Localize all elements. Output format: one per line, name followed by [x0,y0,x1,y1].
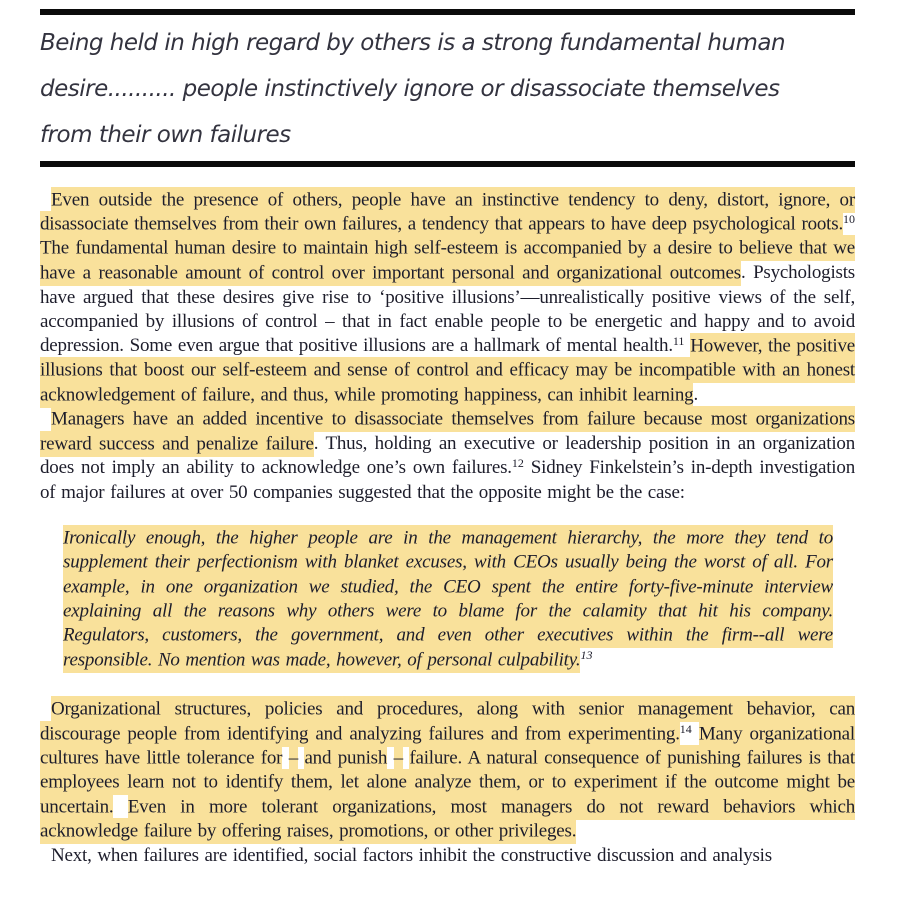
highlighted-text: Even in more tolerant organizations, most managers do not reward behaviors which acknowledge failure by offering raises, promotions, or other privileges. [40,794,855,844]
footnote-reference: 13 [580,648,593,663]
highlighted-text: – [289,745,298,771]
footnote-reference: 11 [672,334,685,349]
block-quote [63,526,833,672]
text-segment: Next, when failures are identified, social factors inhibit the constructive discussion and analysis [51,845,772,867]
paragraph-4 [40,844,855,868]
pull-quote-line: desire.......... people instinctively ignore or disassociate themselves [40,76,780,102]
horizontal-rule-bottom [40,161,855,167]
pull-quote-line: Being held in high regard by others is a strong fundamental human [40,30,786,56]
text-segment: Sidney Finkelstein’s in-depth investigation of major failures at over 50 companies suggested that the opposite might be the case: [40,457,855,503]
text-segment: . [693,384,698,406]
paragraph-1 [40,188,855,408]
highlighted-text: and punish [304,745,387,771]
pull-quote-box [40,9,855,167]
pull-quote [40,15,855,161]
highlighted-text: However, the positive illusions that boost our self-esteem and sense of control and efficacy may be incompatible with an honest acknowledgement of failure, and thus, while promoting happiness, can inhibit learning [40,333,855,408]
highlighted-text: Even outside the presence of others, people have an instinctive tendency to deny, distort, ignore, or disassociate themselves from their own failures, a tendency that appears to have deep psychological roots. [40,187,855,237]
text-segment: . Psychologists have argued that these desires give rise to ‘positive illusions’—unrealistically positive views of the self, accompanied by illusions of control – that in fact enable people to be energetic and happy and to avoid depression. Some even argue that positive illusions are a hallmark of mental health. [40,262,855,357]
body-text [40,188,855,869]
text-segment [113,796,127,817]
paragraph-3 [40,698,855,844]
block-quote-text [63,526,833,672]
highlighted-text: The fundamental human desire to maintain high self-esteem is accompanied by a desire to believe that we have a reasonable amount of control over important personal and organizational outcomes [40,235,855,285]
highlighted-text: – [394,745,403,771]
highlighted-text: Managers have an added incentive to disassociate themselves from failure because most organizations reward success and penalize failure [40,406,855,456]
footnote-reference: 10 [843,212,855,227]
highlighted-text: Ironically enough, the higher people are in the management hierarchy, the more they tend to supplement their perfectionism with blanket excuses, with CEOs usually being the worst of all. For example, in one organization we studied, the CEO spent the entire forty-five-minute interview explaining all the reasons why others were to blame for the calamity that hit his company. Regulators, customers, the government, and even other executives within the firm--all were responsible. No mention was made, however, of personal culpability. [63,525,833,673]
pull-quote-line: from their own failures [40,122,291,148]
text-segment [387,748,393,769]
text-segment: . Thus, holding an executive or leadership position in an organization does not imply an ability to acknowledge one’s own failures. [40,433,855,479]
highlighted-text: Many organizational cultures have little tolerance for [40,721,855,771]
highlighted-text: failure. A natural consequence of punishing failures is that employees learn not to identify them, let alone analyze them, or to experiment if the outcome might be uncertain. [40,745,855,820]
footnote-reference: 14 [679,722,692,737]
paragraph-2 [40,408,855,506]
text-segment [282,748,288,769]
highlighted-text: Organizational structures, policies and procedures, along with senior management behavior, can discourage people from identifying and analyzing failures and from experimenting. [40,696,855,746]
footnote-reference: 12 [511,456,524,471]
text-segment [692,723,699,744]
